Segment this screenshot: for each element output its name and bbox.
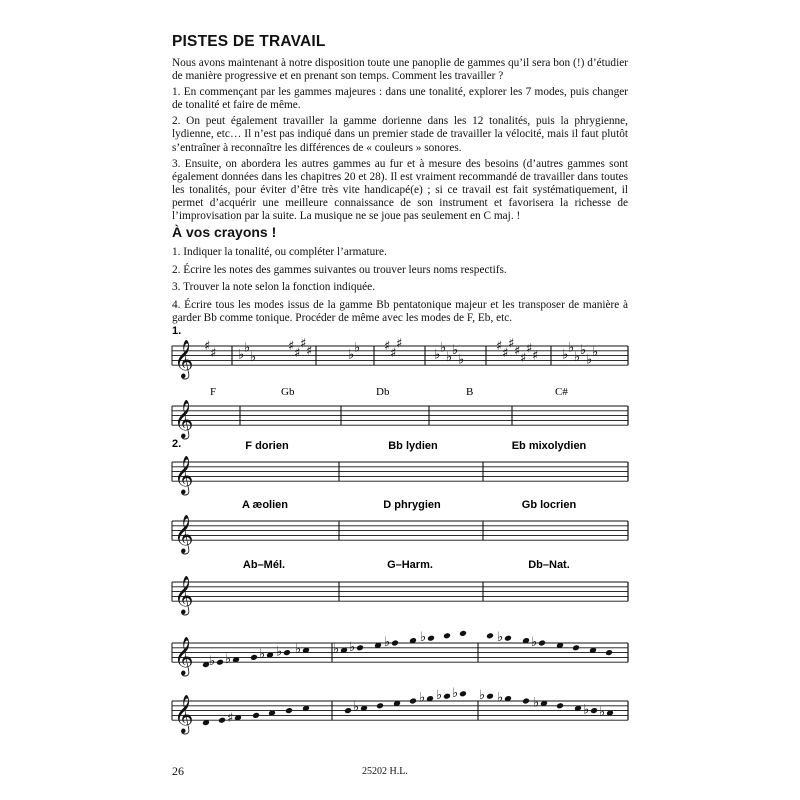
note-head <box>409 698 417 705</box>
key-label: Db <box>376 386 390 398</box>
note-head <box>459 630 467 637</box>
page-number: 26 <box>172 764 184 778</box>
mode-label: Bb lydien <box>388 440 438 452</box>
mode-label: Ab–Mél. <box>242 559 286 571</box>
flat-icon: ♭ <box>533 695 540 711</box>
flat-icon: ♭ <box>353 700 360 716</box>
sharp-icon: ♯ <box>300 336 307 352</box>
flat-icon: ♭ <box>209 654 216 670</box>
note-head <box>376 702 384 709</box>
treble-clef-icon: 𝄞 <box>174 694 194 734</box>
flat-icon: ♭ <box>259 647 266 662</box>
key-label: F <box>210 386 217 398</box>
page-title: PISTES DE TRAVAIL <box>172 33 326 50</box>
note-head <box>356 644 364 651</box>
sharp-icon: ♯ <box>396 336 403 352</box>
key-label: B <box>466 386 474 398</box>
sharp-icon: ♯ <box>520 351 527 366</box>
mode-label: F dorien <box>245 440 289 452</box>
flat-icon: ♭ <box>436 688 443 704</box>
sharp-icon: ♯ <box>227 710 234 726</box>
note-head <box>443 632 451 639</box>
section-number-2: 2. <box>172 438 182 450</box>
sharp-icon: ♯ <box>294 346 301 362</box>
flat-icon: ♭ <box>354 340 361 356</box>
flat-icon: ♭ <box>562 347 569 363</box>
flat-icon: ♭ <box>458 352 465 368</box>
sharp-icon: ♯ <box>514 343 521 359</box>
flat-icon: ♭ <box>586 352 593 368</box>
section-number-1: 1. <box>172 325 182 337</box>
treble-clef-icon: 𝄞 <box>174 339 194 379</box>
treble-clef-icon: 𝄞 <box>174 514 194 554</box>
flat-icon: ♭ <box>384 635 391 650</box>
note-head <box>572 644 580 651</box>
mode-label: Eb mixolydien <box>511 440 587 452</box>
flat-icon: ♭ <box>276 644 283 660</box>
key-label: Gb <box>281 386 295 398</box>
flat-icon: ♭ <box>349 639 356 655</box>
instruction-item: 3. Trouver la note selon la fonction indiquée. <box>172 281 375 294</box>
flat-icon: ♭ <box>333 642 340 658</box>
treble-clef-icon: 𝄞 <box>174 399 194 439</box>
flat-icon: ♭ <box>446 350 453 365</box>
flat-icon: ♭ <box>452 685 459 701</box>
note-head <box>216 659 224 666</box>
note-head <box>250 654 258 661</box>
catalog-number: 25202 H.L. <box>362 766 408 777</box>
flat-icon: ♭ <box>599 705 606 720</box>
flat-icon: ♭ <box>419 690 426 706</box>
note-head <box>285 707 293 714</box>
treble-clef-icon: 𝄞 <box>174 575 194 615</box>
sharp-icon: ♯ <box>306 343 313 359</box>
mode-label: Gb locrien <box>521 499 577 511</box>
instruction-item: 1. Indiquer la tonalité, ou compléter l’armature. <box>172 246 387 258</box>
key-label: C# <box>555 386 568 398</box>
note-head <box>218 717 226 724</box>
flat-icon: ♭ <box>574 350 581 365</box>
treble-clef-icon: 𝄞 <box>174 455 194 495</box>
sharp-icon: ♯ <box>502 346 509 362</box>
note-head <box>504 635 512 642</box>
note-head <box>590 707 598 714</box>
flat-icon: ♭ <box>440 340 447 356</box>
note-head <box>252 712 260 719</box>
instruction-item: 4. Écrire tous les modes issus de la gamme Bb pentatonique majeur et les transposer de manière à garder Bb comme tonique. Procéder de même avec les modes de F, Eb, etc. <box>172 298 628 324</box>
note-head <box>486 632 494 639</box>
mode-label: Db–Nat. <box>528 559 570 571</box>
note-head <box>538 640 546 647</box>
flat-icon: ♭ <box>250 350 257 365</box>
flat-icon: ♭ <box>497 630 504 646</box>
flat-icon: ♭ <box>434 347 441 363</box>
flat-icon: ♭ <box>244 340 251 356</box>
intro-paragraph: 1. En commençant par les gammes majeures : dans une tonalité, explorer les 7 modes, puis changer de tonalité et faire de même. <box>172 86 628 112</box>
flat-icon: ♭ <box>479 688 486 704</box>
sharp-icon: ♯ <box>210 346 217 362</box>
sharp-icon: ♯ <box>526 341 533 357</box>
intro-paragraph: 3. Ensuite, on abordera les autres gammes au fur et à mesure des besoins (d’autres gammes sont également données dans les chapitres 20 et 28). Il est vraiment recommandé de travailler dans toutes les tonalités, pour éviter d’être très vite handicapé(e) ; si ce travail est fait systématiquement, il permet d’acquérir une meilleure connaissance de son instrument et favorisera la richesse de l’improvisation par la suite. La musique ne se joue pas seulement en C maj. ! <box>172 157 628 223</box>
sharp-icon: ♯ <box>384 339 391 354</box>
note-head <box>486 693 494 700</box>
note-head <box>522 698 530 705</box>
exercise-heading: À vos crayons ! <box>172 224 277 240</box>
flat-icon: ♭ <box>225 651 232 667</box>
note-head <box>283 649 291 656</box>
flat-icon: ♭ <box>531 635 538 650</box>
sharp-icon: ♯ <box>204 339 211 354</box>
flat-icon: ♭ <box>452 342 459 358</box>
flat-icon: ♭ <box>295 642 302 658</box>
flat-icon: ♭ <box>580 342 587 358</box>
note-head <box>391 640 399 647</box>
instruction-item: 2. Écrire les notes des gammes suivantes ou trouver leurs noms respectifs. <box>172 263 507 276</box>
flat-icon: ♭ <box>420 630 427 646</box>
flat-icon: ♭ <box>238 347 245 363</box>
flat-icon: ♭ <box>583 702 590 718</box>
mode-label: D phrygien <box>383 499 441 511</box>
note-head <box>556 702 564 709</box>
note-head <box>443 693 451 700</box>
intro-paragraph: Nous avons maintenant à notre disposition toute une panoplie de gammes qu’il sera bon (!) d’étudier de manière progressive et en prenant son temps. Comment les travailler ? <box>172 57 628 83</box>
sharp-icon: ♯ <box>288 339 295 354</box>
flat-icon: ♭ <box>568 340 575 356</box>
flat-icon: ♭ <box>497 690 504 706</box>
treble-clef-icon: 𝄞 <box>174 636 194 676</box>
mode-label: A æolien <box>241 499 289 511</box>
note-head <box>427 635 435 642</box>
sharp-icon: ♯ <box>508 336 515 352</box>
sharp-icon: ♯ <box>496 339 503 354</box>
sharp-icon: ♯ <box>532 348 539 364</box>
intro-paragraph: 2. On peut également travailler la gamme dorienne dans les 12 tonalités, puis la phrygienne, lydienne, etc… Il n’est pas indiqué dans un premier stade de travailler la vélocité, mais il faut plutôt s’entraîner à reconnaître les différences de « couleurs » sonores. <box>172 115 628 154</box>
mode-label: G–Harm. <box>387 559 433 571</box>
note-head <box>459 690 467 697</box>
sharp-icon: ♯ <box>390 346 397 362</box>
note-head <box>344 707 352 714</box>
flat-icon: ♭ <box>348 347 355 363</box>
flat-icon: ♭ <box>592 345 599 361</box>
note-head <box>605 649 613 656</box>
